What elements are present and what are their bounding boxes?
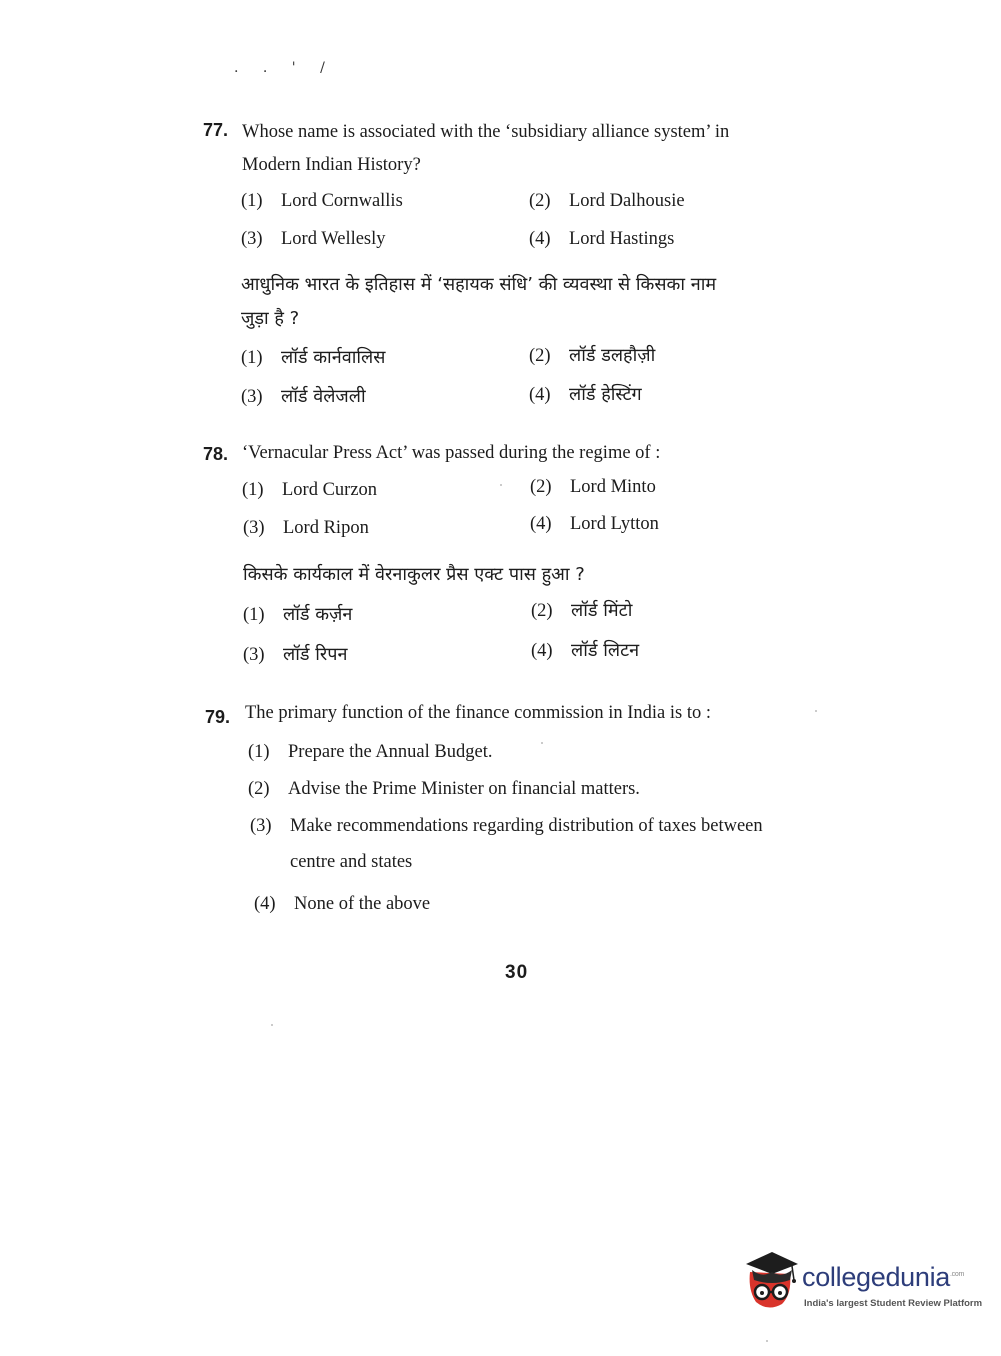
option-number: (1) — [248, 742, 270, 762]
option-number: (3) — [243, 645, 265, 665]
question-77-text — [242, 116, 817, 182]
graduation-cap-icon — [746, 1252, 798, 1274]
q78-option-3 — [243, 518, 369, 539]
q78-option-1 — [242, 480, 377, 501]
option-number: (1) — [241, 348, 263, 368]
question-78-hindi-text — [243, 558, 818, 592]
question-77-hindi-text — [241, 268, 816, 336]
option-number: (3) — [250, 816, 272, 836]
q77-hindi-option-4 — [529, 382, 642, 406]
q78-hindi-option-2 — [531, 598, 632, 622]
option-number: (3) — [241, 229, 263, 249]
option-text: Lord Lytton — [570, 514, 659, 534]
option-number: (4) — [254, 894, 276, 914]
option-number: (1) — [242, 480, 264, 500]
option-text: लॉर्ड रिपन — [283, 644, 348, 665]
q79-option-3-continued — [250, 852, 412, 873]
option-text: Lord Minto — [570, 477, 656, 497]
scan-speck — [500, 484, 502, 486]
q77-hindi-option-2 — [529, 343, 655, 367]
option-text: Lord Ripon — [283, 518, 369, 538]
q77-hindi-option-1 — [241, 345, 385, 369]
question-78-text — [242, 437, 817, 470]
option-number: (4) — [531, 641, 553, 661]
q77-option-1 — [241, 191, 403, 212]
q77-option-2 — [529, 191, 685, 212]
q77-option-3 — [241, 229, 386, 250]
option-text: Lord Cornwallis — [281, 191, 403, 211]
scan-speck — [766, 1340, 768, 1342]
option-number: (2) — [531, 601, 553, 621]
option-number: (4) — [529, 229, 551, 249]
question-79-text — [245, 697, 820, 730]
mascot-icon — [742, 1250, 800, 1312]
page-number: 30 — [505, 962, 529, 983]
q78-option-4 — [530, 514, 659, 535]
q78-hindi-option-4 — [531, 638, 639, 662]
question-77-line-1: Whose name is associated with the ‘subsidiary alliance system’ in — [242, 122, 730, 142]
option-number: (1) — [241, 191, 263, 211]
option-number: (4) — [530, 514, 552, 534]
option-text: None of the above — [294, 894, 431, 914]
option-text: Lord Wellesly — [281, 229, 386, 249]
option-number: (2) — [529, 346, 551, 366]
option-text: centre and states — [290, 852, 413, 872]
option-text: लॉर्ड लिटन — [571, 640, 640, 661]
logo-tagline: India's largest Student Review Platform — [804, 1298, 983, 1309]
option-number: (4) — [529, 385, 551, 405]
option-text: Advise the Prime Minister on financial matters. — [288, 779, 640, 799]
question-77-line-2: Modern Indian History? — [242, 155, 421, 175]
option-text: Lord Hastings — [569, 229, 675, 249]
scan-speck — [541, 742, 543, 744]
option-text: लॉर्ड कार्नवालिस — [281, 347, 386, 368]
option-number: (2) — [529, 191, 551, 211]
logo-wordmark — [802, 1262, 964, 1293]
question-79-number: 79. — [205, 707, 231, 727]
q78-hindi-option-3 — [243, 642, 347, 666]
option-text: Prepare the Annual Budget. — [288, 742, 493, 762]
option-number: (3) — [243, 518, 265, 538]
scan-speck — [815, 710, 817, 712]
scan-marks: . . ' / — [234, 60, 335, 76]
option-number: (3) — [241, 387, 263, 407]
option-text: लॉर्ड वेलेजली — [281, 386, 366, 407]
question-77-hindi-line-2: जुड़ा है ? — [241, 308, 300, 329]
q79-option-1 — [248, 742, 492, 763]
collegedunia-logo[interactable] — [742, 1250, 983, 1320]
q77-option-4 — [529, 229, 674, 250]
question-78-hindi-line-1: किसके कार्यकाल में वेरनाकुलर प्रैस एक्ट पास हुआ ? — [243, 564, 585, 585]
q79-option-3 — [250, 816, 763, 837]
logo-name-text: collegedunia — [802, 1262, 951, 1292]
q78-hindi-option-1 — [243, 602, 352, 626]
option-number: (2) — [248, 779, 270, 799]
scan-speck — [271, 1024, 273, 1026]
option-text: लॉर्ड मिंटो — [571, 600, 633, 621]
question-78-number: 78. — [203, 444, 229, 464]
option-text: Lord Curzon — [282, 480, 378, 500]
option-text: Make recommendations regarding distribution of taxes between — [290, 816, 763, 836]
question-78-line-1: ‘Vernacular Press Act’ was passed during the regime of : — [242, 443, 661, 463]
option-text: Lord Dalhousie — [569, 191, 685, 211]
question-79-line-1: The primary function of the finance commission in India is to : — [245, 703, 711, 723]
question-77-hindi-line-1: आधुनिक भारत के इतिहास में ‘सहायक संधि’ की व्यवस्था से किसका नाम — [241, 274, 717, 295]
logo-suffix: .com — [950, 1271, 965, 1278]
q79-option-2 — [248, 779, 640, 800]
option-number: (2) — [530, 477, 552, 497]
option-text: लॉर्ड डलहौज़ी — [569, 345, 656, 366]
q77-hindi-option-3 — [241, 384, 366, 408]
option-text: लॉर्ड हेस्टिंग — [569, 384, 642, 405]
q79-option-4 — [254, 894, 430, 915]
q78-option-2 — [530, 477, 656, 498]
question-77-number: 77. — [203, 120, 229, 140]
option-number: (1) — [243, 605, 265, 625]
option-text: लॉर्ड कर्ज़न — [283, 604, 353, 625]
